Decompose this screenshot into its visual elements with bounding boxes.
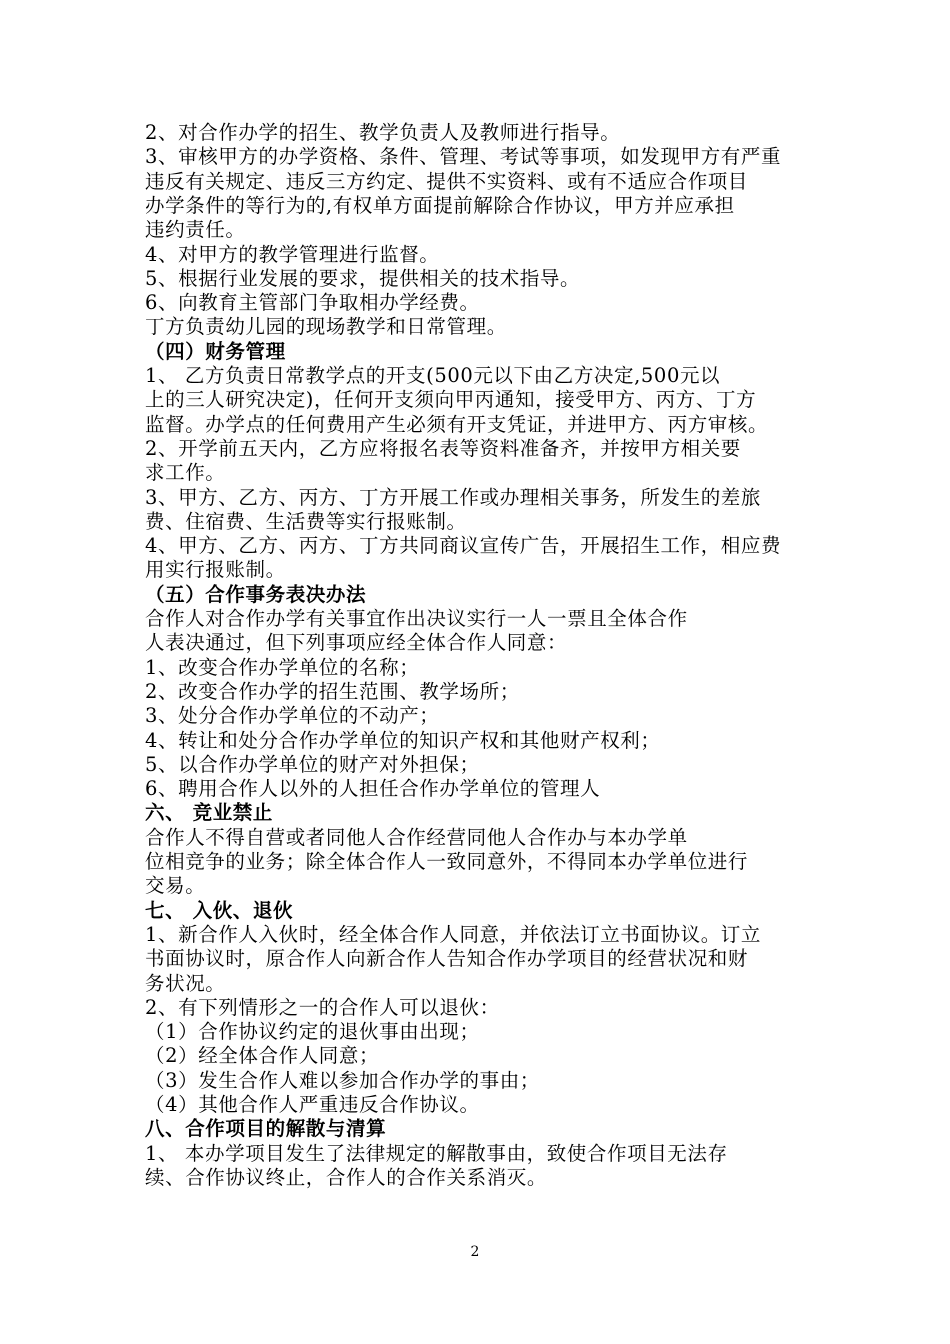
- text-line: 人表决通过，但下列事项应经全体合作人同意：: [145, 631, 568, 655]
- text-line: 2、开学前五天内，乙方应将报名表等资料准备齐，并按甲方相关要: [145, 436, 741, 460]
- text-line: 3、甲方、乙方、丙方、丁方开展工作或办理相关事务，所发生的差旅: [145, 485, 762, 509]
- text-line: 位相竞争的业务；除全体合作人一致同意外，不得同本办学单位进行: [145, 850, 749, 873]
- text-line: 上的三人研究决定)，任何开支须向甲丙通知，接受甲方、丙方、丁方: [145, 388, 757, 412]
- text-line: 4、甲方、乙方、丙方、丁方共同商议宣传广告，开展招生工作，相应费: [145, 534, 782, 558]
- text-line: 违约责任。: [145, 218, 246, 242]
- section-heading: （四）财务管理: [145, 339, 286, 363]
- text-line: 6、向教育主管部门争取相办学经费。: [145, 291, 480, 315]
- text-line: 5、以合作办学单位的财产对外担保；: [145, 752, 480, 776]
- section-heading: （五）合作事务表决办法: [145, 582, 367, 606]
- text-line: 1、改变合作办学单位的名称；: [145, 655, 420, 679]
- text-line: 3、审核甲方的办学资格、条件、管理、考试等事项，如发现甲方有严重: [145, 145, 782, 169]
- section-heading: 七、 入伙、退伙: [145, 898, 294, 922]
- text-line: 办学条件的等行为的,有权单方面提前解除合作协议，甲方并应承担: [145, 193, 735, 217]
- text-line: 1、新合作人入伙时，经全体合作人同意，并依法订立书面协议。订立: [145, 922, 762, 946]
- text-line: （1）合作协议约定的退伙事由出现；: [145, 1020, 480, 1044]
- text-line: 合作人对合作办学有关事宜作出决议实行一人一票且全体合作: [145, 607, 688, 630]
- text-line: 2、有下列情形之一的合作人可以退伙：: [145, 995, 500, 1019]
- text-line: 6、聘用合作人以外的人担任合作办学单位的管理人: [145, 777, 601, 801]
- text-line: 1、 乙方负责日常教学点的开支(500元以下由乙方决定,500元以: [145, 364, 721, 387]
- text-line: 1、 本办学项目发生了法律规定的解散事由，致使合作项目无法存: [145, 1141, 728, 1165]
- text-line: 用实行报账制。: [145, 558, 286, 582]
- text-line: （3）发生合作人难以参加合作办学的事由；: [145, 1068, 540, 1092]
- page-number: 2: [470, 1244, 480, 1260]
- text-line: 费、住宿费、生活费等实行报账制。: [145, 509, 467, 533]
- text-line: 4、转让和处分合作办学单位的知识产权和其他财产权利；: [145, 728, 661, 752]
- text-line: 合作人不得自营或者同他人合作经营同他人合作办与本办学单: [145, 825, 688, 849]
- text-line: 2、改变合作办学的招生范围、教学场所；: [145, 679, 520, 703]
- text-line: 丁方负责幼儿园的现场教学和日常管理。: [145, 315, 507, 339]
- text-line: 书面协议时，原合作人向新合作人告知合作办学项目的经营状况和财: [145, 947, 749, 971]
- text-line: 5、根据行业发展的要求，提供相关的技术指导。: [145, 266, 581, 290]
- section-heading: 八、合作项目的解散与清算: [145, 1117, 387, 1141]
- section-heading: 六、 竞业禁止: [145, 801, 273, 825]
- text-line: 续、合作协议终止，合作人的合作关系消灭。: [145, 1165, 548, 1189]
- text-line: 2、对合作办学的招生、教学负责人及教师进行指导。: [145, 121, 621, 144]
- text-line: 3、处分合作办学单位的不动产；: [145, 704, 440, 728]
- text-line: （2）经全体合作人同意；: [145, 1044, 380, 1068]
- text-line: 4、对甲方的教学管理进行监督。: [145, 242, 440, 266]
- text-line: （4）其他合作人严重违反合作协议。: [145, 1093, 480, 1116]
- text-line: 交易。: [145, 874, 206, 898]
- text-line: 务状况。: [145, 971, 226, 995]
- text-line: 监督。办学点的任何费用产生必须有开支凭证，并进甲方、丙方审核。: [145, 412, 769, 436]
- text-line: 违反有关规定、违反三方约定、提供不实资料、或有不适应合作项目: [145, 169, 749, 193]
- text-line: 求工作。: [145, 461, 226, 485]
